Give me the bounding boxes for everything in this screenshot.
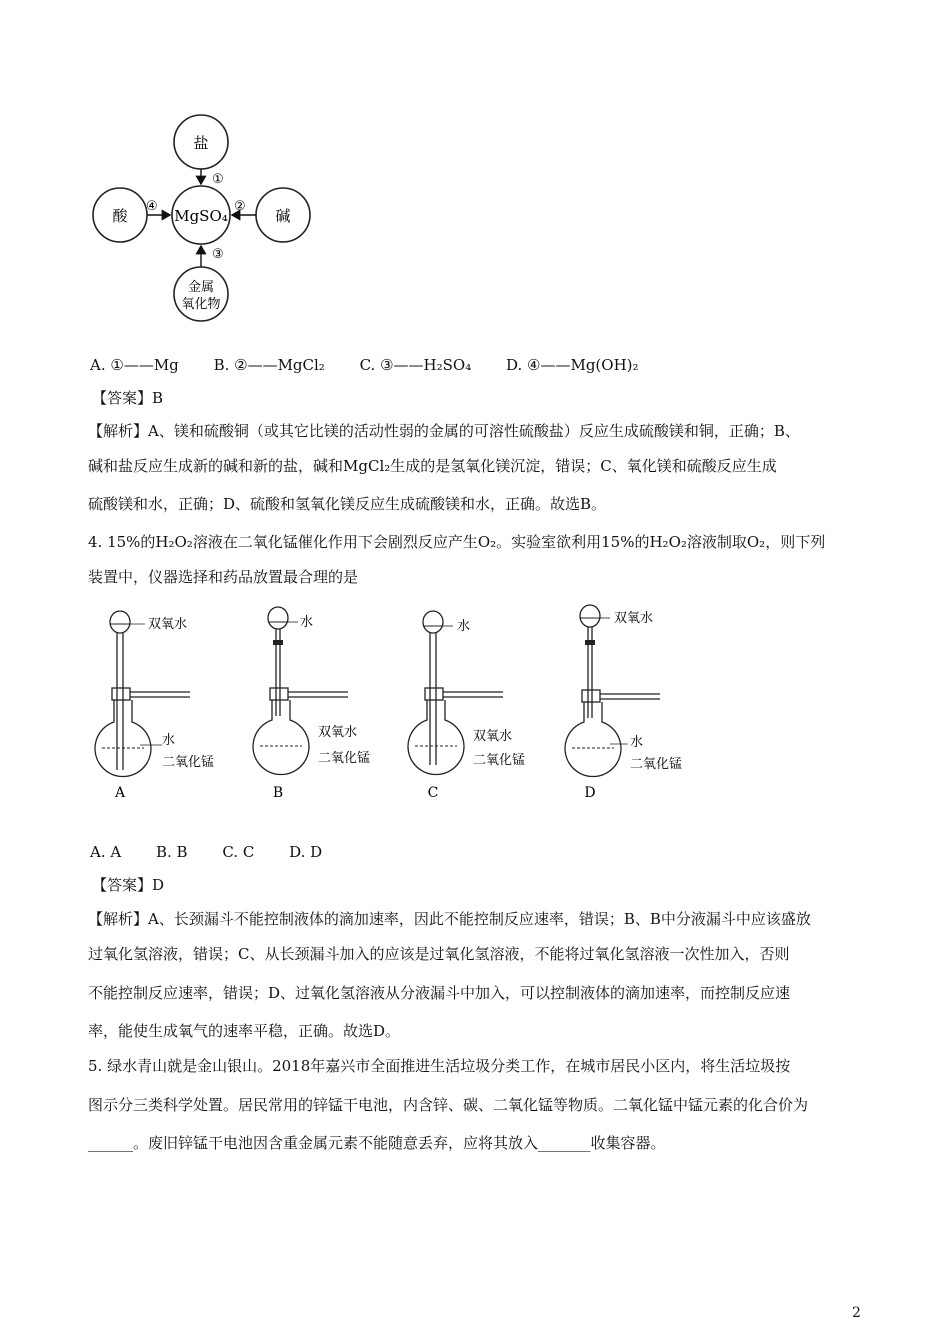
apparatus-c-mid-label: 双氧水 (473, 729, 513, 744)
apparatus-d-letter: D (584, 785, 596, 801)
apparatus-b-mid-label: 双氧水 (318, 725, 358, 740)
metal-oxide-label-1: 金属 (187, 280, 215, 295)
q3-option-b: B. ②——MgCl₂ (213, 356, 325, 374)
apparatus-b-letter: B (272, 785, 284, 801)
q3-analysis-line-3: 硫酸镁和水，正确；D、硫酸和氢氧化镁反应生成硫酸镁和水，正确。故选B。 (88, 495, 607, 513)
apparatus-b (253, 607, 370, 801)
q4-stem-line-1: 4. 15%的H₂O₂溶液在二氧化锰催化作用下会剧烈反应产生O₂。实验室欲利用15%的H₂O₂溶液制取O₂，则下列 (88, 533, 826, 551)
apparatus-d-mid-label: 水 (630, 735, 644, 750)
center-label: MgSO₄ (174, 207, 228, 225)
apparatus-b-bottom-label: 二氧化锰 (318, 751, 371, 766)
mark-2: ② (234, 199, 246, 214)
q3-options (90, 355, 880, 375)
q4-option-d: D. D (289, 843, 323, 861)
q3-option-c: C. ③——H₂SO₄ (359, 356, 472, 374)
q4-analysis-line-3: 不能控制反应速率，错误；D、过氧化氢溶液从分液漏斗中加入，可以控制液体的滴加速率，而控制反应速 (88, 984, 791, 1002)
base-label: 碱 (275, 207, 291, 225)
q4-answer: 【答案】D (92, 876, 165, 894)
mark-3: ③ (212, 247, 224, 262)
q3-option-d: D. ④——Mg(OH)₂ (506, 356, 639, 374)
q4-option-a: A. A (90, 843, 122, 861)
apparatus-a (95, 611, 214, 801)
q3-analysis-line-2: 碱和盐反应生成新的碱和新的盐，碱和MgCl₂生成的是氢氧化镁沉淀，错误；C、氧化镁和硫酸反应生成 (88, 457, 777, 475)
apparatus-d-top-label: 双氧水 (614, 611, 654, 626)
q4-analysis-line-1: 【解析】A、长颈漏斗不能控制液体的滴加速率，因此不能控制反应速率，错误；B、B中分液漏斗中应该盛放 (88, 910, 811, 928)
metal-oxide-label-2: 氧化物 (181, 297, 221, 312)
q3-answer: 【答案】B (92, 389, 164, 407)
apparatus-c-bottom-label: 二氧化锰 (473, 753, 526, 768)
q5-stem-line-1: 5. 绿水青山就是金山银山。2018年嘉兴市全面推进生活垃圾分类工作，在城市居民小区内，将生活垃圾按 (88, 1057, 791, 1075)
apparatus-c (408, 611, 525, 801)
apparatus-c-top-label: 水 (457, 619, 471, 634)
apparatus-a-bottom-label: 二氧化锰 (162, 755, 215, 770)
apparatus-d (565, 605, 682, 801)
apparatus-a-top-label: 双氧水 (148, 617, 188, 632)
q5-stem-line-2: 图示分三类科学处置。居民常用的锌锰干电池，内含锌、碳、二氧化锰等物质。二氧化锰中锰元素的化合价为 (88, 1096, 809, 1114)
q4-option-c: C. C (222, 843, 255, 861)
q4-analysis-line-2: 过氧化氢溶液，错误；C、从长颈漏斗加入的应该是过氧化氢溶液，不能将过氧化氢溶液一次性加入，否则 (88, 945, 790, 963)
mgso4-relation-diagram (85, 110, 325, 325)
salt-label: 盐 (193, 134, 209, 152)
apparatus-b-top-label: 水 (300, 615, 314, 630)
apparatus-a-letter: A (114, 785, 126, 801)
apparatus-a-mid-label: 水 (162, 733, 176, 748)
page-number: 2 (852, 1305, 861, 1321)
q3-analysis-line-1: 【解析】A、镁和硫酸铜（或其它比镁的活动性弱的金属的可溶性硫酸盐）反应生成硫酸镁和铜，正确；B、 (88, 422, 800, 440)
mark-1: ① (212, 172, 224, 187)
q4-options (90, 842, 880, 862)
q3-option-a: A. ①——Mg (90, 356, 179, 374)
apparatus-d-bottom-label: 二氧化锰 (630, 757, 683, 772)
apparatus-c-letter: C (427, 785, 439, 801)
q4-option-b: B. B (155, 843, 188, 861)
acid-label: 酸 (112, 207, 128, 225)
q4-analysis-line-4: 率，能使生成氧气的速率平稳，正确。故选D。 (88, 1022, 401, 1040)
mark-4: ④ (146, 199, 158, 214)
apparatus-figure (90, 600, 710, 805)
q4-stem-line-2: 装置中，仪器选择和药品放置最合理的是 (88, 568, 359, 586)
q5-stem-line-3: ______。废旧锌锰干电池因含重金属元素不能随意丢弃，应将其放入_______收集容器。 (88, 1134, 666, 1152)
